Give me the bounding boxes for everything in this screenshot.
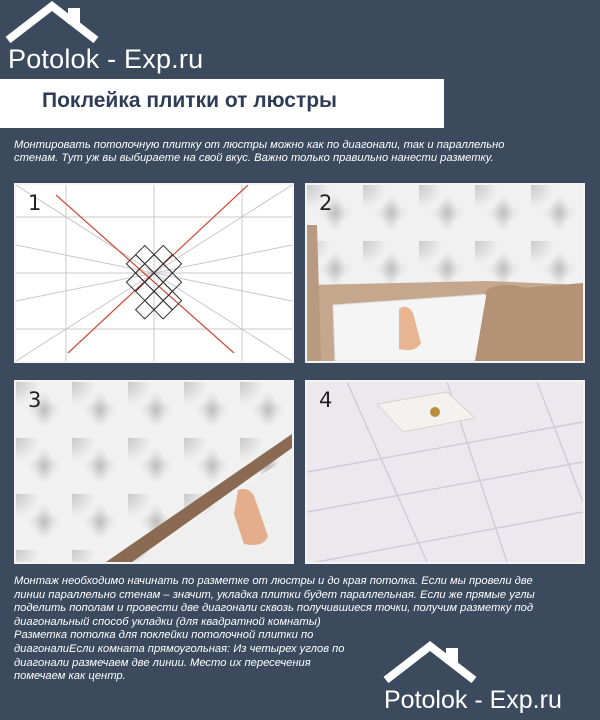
brand-name: Potolok - Exp.ru — [384, 686, 562, 714]
panel-number: 2 — [319, 191, 333, 215]
brand-name: Potolok - Exp.ru — [8, 44, 204, 74]
panel-number: 4 — [319, 388, 333, 412]
panel-number: 1 — [28, 191, 42, 215]
panel-number: 3 — [28, 388, 42, 412]
panel-photo-installation — [305, 183, 585, 363]
brand-logo-top[interactable] — [0, 0, 260, 80]
intro-line: стенам. Тут уж вы выбираете на свой вкус. Важно только правильно нанести разметку. — [14, 152, 494, 164]
text-line: диагонали размечаем две линии. Место их пересечения — [14, 656, 311, 669]
title-banner — [0, 79, 444, 128]
finished-ceiling-scene — [307, 382, 583, 562]
house-roof-icon — [0, 0, 140, 46]
page-title: Поклейка плитки от люстры — [42, 89, 337, 112]
panel-layout-diagram — [14, 183, 294, 363]
intro-line: Монтировать потолочную плитку от люстры можно как по диагонали, так и параллельно — [14, 139, 505, 151]
text-line: Монтаж необходимо начинать по разметке от люстры и до края потолка. Если мы провели две — [14, 575, 533, 587]
brand-logo-bottom[interactable] — [380, 638, 600, 720]
house-roof-icon — [380, 638, 510, 684]
installation-scene — [307, 185, 583, 361]
text-line: помечаем как центр. — [14, 670, 126, 683]
panel-photo-finished — [305, 380, 585, 564]
text-line: Разметка потолка для поклейки потолочной плитки по — [14, 629, 314, 642]
text-line: диагоналиЕсли комната прямоугольная: Из четырех углов по — [14, 642, 345, 655]
panel-photo-installation — [14, 380, 294, 564]
ceiling-layout-diagram — [16, 185, 292, 361]
text-line: линии параллельно стенам – значит, укладка плитки будет параллельная. Если же прямые углы — [14, 588, 535, 601]
text-line: диагональный способ укладки (для квадратной комнаты) — [14, 615, 321, 628]
intro-paragraph — [14, 139, 589, 165]
text-line: поделить пополам и провести две диагонали сквозь получившиеся точки, получим разметку под — [14, 602, 534, 615]
installation-scene — [16, 382, 292, 562]
